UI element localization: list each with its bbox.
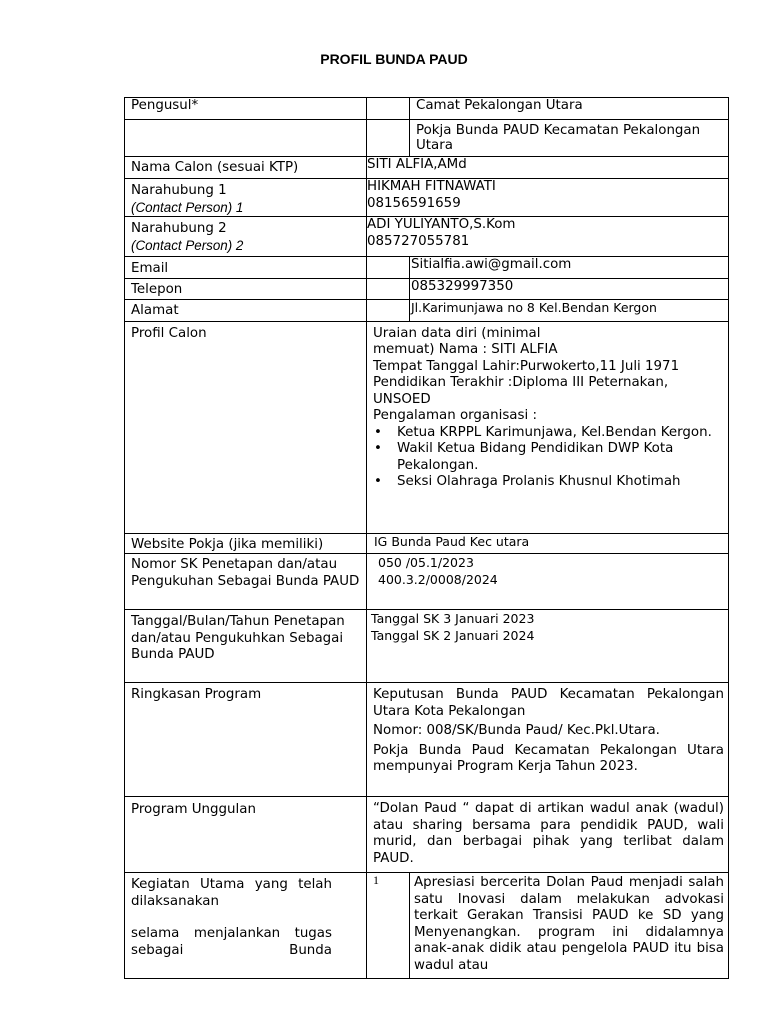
row-narahubung-2 xyxy=(125,217,729,257)
label-website: Website Pokja (jika memiliki) xyxy=(125,533,367,554)
label-tanggal: Tanggal/Bulan/Tahun Penetapan dan/atau Pengukuhkan Sebagai Bunda PAUD xyxy=(125,610,367,683)
label-alamat: Alamat xyxy=(125,299,367,321)
row-email xyxy=(125,257,729,279)
page-title: PROFIL BUNDA PAUD xyxy=(320,51,468,67)
label-profil: Profil Calon xyxy=(125,321,367,533)
value-tanggal xyxy=(367,610,729,683)
value-sk xyxy=(367,554,729,610)
narahubung-2-label: Narahubung 2 xyxy=(131,221,227,236)
sk-line-1: 050 /05.1/2023 xyxy=(378,555,474,570)
tanggal-line-1: Tanggal SK 3 Januari 2023 xyxy=(371,611,535,626)
value-website: IG Bunda Paud Kec utara xyxy=(367,533,729,554)
kegiatan-number: 1 xyxy=(373,873,379,887)
row-narahubung-1 xyxy=(125,179,729,217)
experience-list xyxy=(373,425,724,491)
empty-cell xyxy=(367,257,410,279)
sk-line-2: 400.3.2/0008/2024 xyxy=(378,571,498,587)
label-sk: Nomor SK Penetapan dan/atau Pengukuhan Sebagai Bunda PAUD xyxy=(125,554,367,610)
value-pengusul-2: Pokja Bunda PAUD Kecamatan Pekalongan Utara xyxy=(410,120,729,157)
value-nama: SITI ALFIA,AMd xyxy=(367,157,729,179)
ringkasan-p1: Keputusan Bunda PAUD Kecamatan Pekalongan Utara Kota Pekalongan xyxy=(373,687,724,719)
profil-pendidikan: Pendidikan Terakhir :Diploma III Peternakan, UNSOED xyxy=(373,375,669,407)
narahubung-2-sublabel: (Contact Person) 2 xyxy=(131,237,244,253)
row-alamat xyxy=(125,299,729,321)
label-pengusul: Pengusul* xyxy=(125,98,367,120)
profile-form-table xyxy=(124,97,729,979)
row-ringkasan xyxy=(125,683,729,797)
narahubung-2-phone: 085727055781 xyxy=(367,233,470,249)
row-pengusul-2 xyxy=(125,120,729,157)
row-nama xyxy=(125,157,729,179)
ringkasan-p3: Pokja Bunda Paud Kecamatan Pekalongan Utara mempunyai Program Kerja Tahun 2023. xyxy=(373,742,724,774)
value-narahubung-2 xyxy=(367,217,729,257)
row-profil xyxy=(125,321,729,533)
label-nama: Nama Calon (sesuai KTP) xyxy=(125,157,367,179)
narahubung-2-name: ADI YULIYANTO,S.Kom xyxy=(367,217,516,232)
row-kegiatan xyxy=(125,873,729,979)
empty-cell xyxy=(367,98,410,120)
empty-cell xyxy=(125,120,367,157)
row-pengusul xyxy=(125,98,729,120)
narahubung-1-sublabel: (Contact Person) 1 xyxy=(131,199,244,215)
value-unggulan: “Dolan Paud “ dapat di artikan wadul anak (wadul) atau sharing bersama para pendidik PAUD, wali murid, dan berbagai pihak yang terlibat dalam PAUD. xyxy=(367,797,729,873)
label-telepon: Telepon xyxy=(125,279,367,300)
list-item: • Ketua KRPPL Karimunjawa, Kel.Bendan Kergon. xyxy=(397,425,724,442)
profil-org-heading: Pengalaman organisasi : xyxy=(373,408,537,423)
label-narahubung-2 xyxy=(125,217,367,257)
label-unggulan: Program Unggulan xyxy=(125,797,367,873)
profil-ttl: Tempat Tanggal Lahir:Purwokerto,11 Juli 1971 xyxy=(373,358,680,374)
value-alamat: Jl.Karimunjawa no 8 Kel.Bendan Kergon xyxy=(410,299,729,321)
kegiatan-label-2: selama menjalankan tugas sebagai Bunda xyxy=(131,926,332,958)
label-email: Email xyxy=(125,257,367,279)
value-kegiatan: Apresiasi bercerita Dolan Paud menjadi salah satu Inovasi dalam melakukan advokasi terkait Gerakan Transisi PAUD ke SD yang Menyenangkan. program ini didalamnya anak-anak didik atau pengelola PAUD itu bisa wadul atau xyxy=(410,873,729,979)
empty-cell xyxy=(367,120,410,157)
label-narahubung-1 xyxy=(125,179,367,217)
value-email: Sitialfia.awi@gmail.com xyxy=(410,257,729,279)
kegiatan-number-cell xyxy=(367,873,410,979)
kegiatan-label-1: Kegiatan Utama yang telah dilaksanakan xyxy=(131,877,332,909)
row-telepon xyxy=(125,279,729,300)
tanggal-line-2: Tanggal SK 2 Januari 2024 xyxy=(371,627,535,643)
ringkasan-p2: Nomor: 008/SK/Bunda Paud/ Kec.Pkl.Utara. xyxy=(373,723,660,738)
value-profil xyxy=(367,321,729,533)
value-pengusul-1: Camat Pekalongan Utara xyxy=(410,98,729,120)
row-tanggal xyxy=(125,610,729,683)
list-item: • Wakil Ketua Bidang Pendidikan DWP Kota Pekalongan. xyxy=(397,441,724,474)
value-telepon: 085329997350 xyxy=(410,279,729,300)
narahubung-1-label: Narahubung 1 xyxy=(131,183,227,198)
empty-cell xyxy=(367,299,410,321)
narahubung-1-phone: 08156591659 xyxy=(367,195,461,211)
narahubung-1-name: HIKMAH FITNAWATI xyxy=(367,179,496,194)
empty-cell xyxy=(367,279,410,300)
label-ringkasan: Ringkasan Program xyxy=(125,683,367,797)
value-narahubung-1 xyxy=(367,179,729,217)
label-kegiatan xyxy=(125,873,367,979)
spacer xyxy=(131,910,332,926)
value-ringkasan xyxy=(367,683,729,797)
row-website xyxy=(125,533,729,554)
list-item: • Seksi Olahraga Prolanis Khusnul Khotimah xyxy=(397,474,724,491)
row-unggulan xyxy=(125,797,729,873)
profil-intro: Uraian data diri (minimal memuat) Nama : SITI ALFIA xyxy=(373,325,558,357)
row-sk xyxy=(125,554,729,610)
